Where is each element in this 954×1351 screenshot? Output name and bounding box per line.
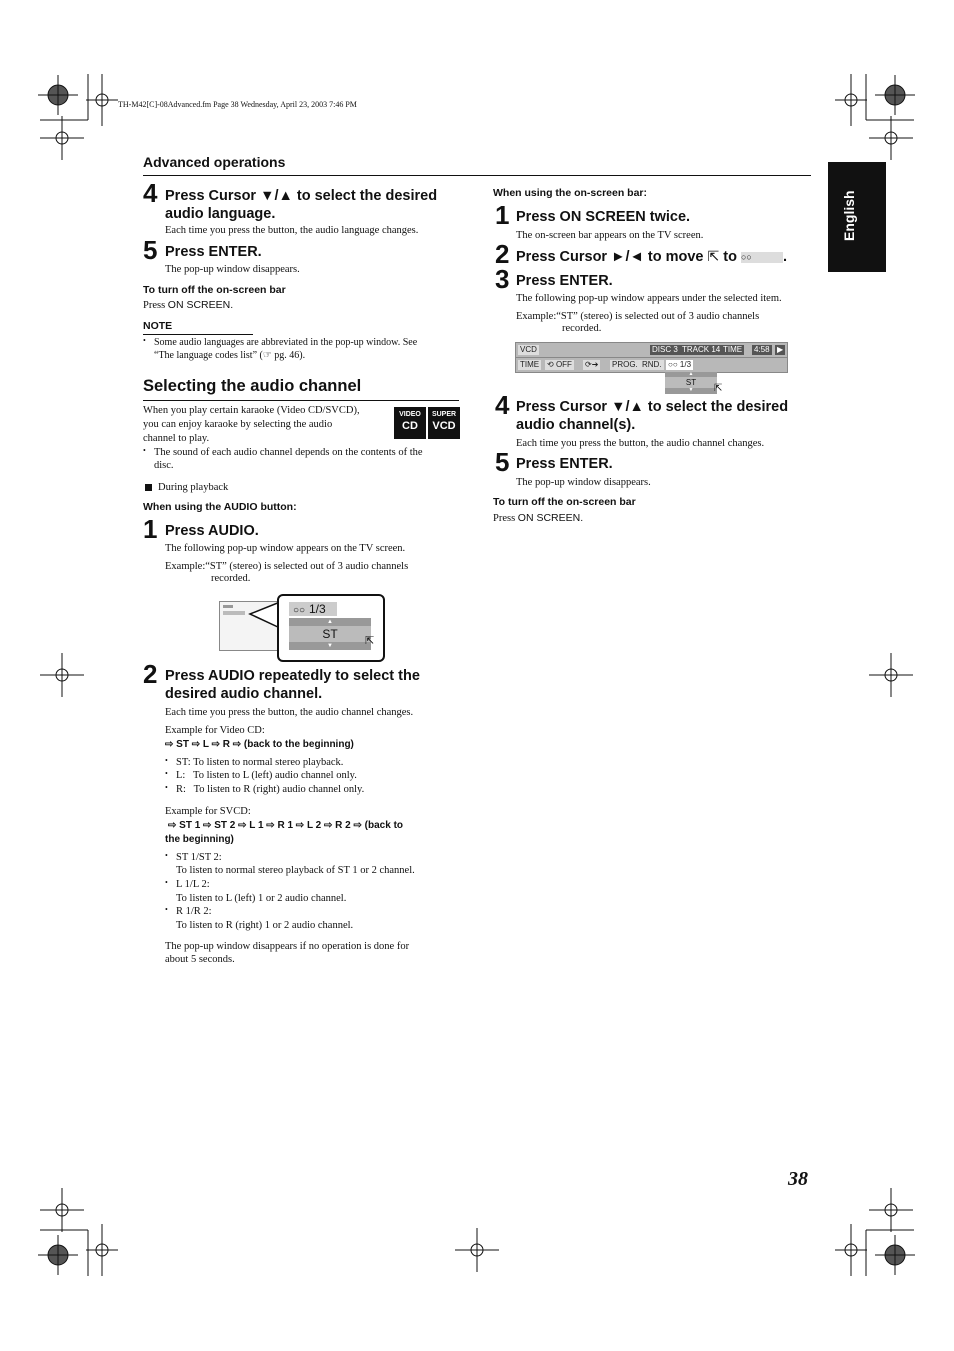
turn-off-heading: To turn off the on-screen bar [143,284,286,296]
video-cd-badge-bottom: CD [402,420,418,432]
bar-turn-off-heading: To turn off the on-screen bar [493,496,636,508]
svcd-sequence-line1: ⇨ ST 1 ⇨ ST 2 ⇨ L 1 ⇨ R 1 ⇨ L 2 ⇨ R 2 ⇨ (back to [168,820,404,831]
bar-step-2-number: 2 [495,239,510,269]
audio-step-1-example-line2: recorded. [211,573,251,584]
intro-line3: channel to play. [143,433,210,444]
audio-step-1-title: Press AUDIO. [165,523,259,539]
osd-prog: PROG. [612,360,638,369]
file-header: TH-M42[C]-08Advanced.fm Page 38 Wednesday, April 23, 2003 7:46 PM [118,100,357,109]
vcd-bullet-2-dot: • [165,769,168,778]
audio-channel-icon: ○○ [668,360,678,369]
vcd-bullet-2: L: To listen to L (left) audio channel only. [176,770,357,781]
bar-step-2-title-b: to [723,249,737,265]
vcd-bullet-3-dot: • [165,783,168,792]
note-heading: NOTE [143,320,173,332]
bar-turn-off-press: Press [493,513,516,524]
osd-cursor-icon: ⇱ [714,383,723,394]
video-cd-badge-top: VIDEO [399,411,421,418]
repeat-icon: ⟲ [547,360,554,369]
running-head-rule [143,175,811,176]
osd-time-value: 4:58 [754,345,770,354]
turn-off-key: ON SCREEN. [167,299,234,311]
bar-step-5-desc: The pop-up window disappears. [516,477,651,488]
audio-channel-icon: ○○ [292,605,306,616]
bar-step-4-title-line1: Press Cursor ▼/▲ to select the desired [516,399,789,415]
cursor-arrow-icon: ⇱ [707,248,720,264]
step-4-desc: Each time you press the button, the audio language changes. [165,225,419,236]
closing-line1: The pop-up window disappears if no operation is done for [165,941,410,952]
note-line2: “The language codes list” (☞ pg. 46). [154,350,306,361]
bar-step-5-title: Press ENTER. [516,456,613,472]
svcd-bullet-3-head: R 1/R 2: [176,906,212,917]
bar-step-2-title-c: . [782,249,787,265]
audio-step-1-example-line1: Example:“ST” (stereo) is selected out of 3 audio channels [165,561,409,572]
section-title: Selecting the audio channel [143,377,362,395]
note-bullet: • [143,336,146,345]
audio-step-2-number: 2 [143,659,158,689]
step-4-title-line2: audio language. [165,206,276,222]
popup-down-arrow: ▼ [289,642,371,650]
super-vcd-badge [428,407,460,439]
during-playback: During playback [158,482,229,493]
svcd-bullet-2-text: To listen to L (left) 1 or 2 audio channel. [176,893,347,904]
svcd-bullet-2-head: L 1/L 2: [176,879,210,890]
osd-track: TRACK 14 [682,345,721,354]
osd-play-icon: ▶ [777,345,784,354]
audio-step-2-title-line1: Press AUDIO repeatedly to select the [165,668,420,684]
bar-step-3-desc: The following pop-up window appears under the selected item. [516,293,782,304]
osd-time-button: TIME [520,360,540,369]
onscreen-bar-bottom-row [515,357,788,373]
intro-line2: you can enjoy karaoke by selecting the audio [143,419,333,430]
super-vcd-badge-top: SUPER [431,411,457,418]
audio-step-1-desc: The following pop-up window appears on the TV screen. [165,543,406,554]
bar-step-1-title: Press ON SCREEN twice. [516,209,691,225]
bar-step-4-title-line2: audio channel(s). [516,417,636,433]
bar-step-1-number: 1 [495,200,510,230]
turn-off-text [143,299,233,313]
step-5-desc: The pop-up window disappears. [165,264,300,275]
osd-rnd: RND. [642,360,662,369]
svcd-example-heading: Example for SVCD: [165,806,251,817]
svcd-bullet-1-head: ST 1/ST 2: [176,852,222,863]
square-bullet-icon [145,484,152,491]
svcd-sequence-line2: the beginning) [165,834,234,845]
bar-step-2-title-a: Press Cursor ►/◄ to move [516,249,704,265]
super-vcd-badge-bottom: VCD [432,420,456,432]
intro-bullet: • [143,446,146,455]
vcd-bullet-1-dot: • [165,756,168,765]
video-cd-badge [394,407,426,439]
note-line1: Some audio languages are abbreviated in the pop-up window. See [154,337,418,348]
audio-item-icon: ○○ [741,252,783,263]
section-title-rule [143,400,459,401]
svcd-bullet-1-text: To listen to normal stereo playback of ST 1 or 2 channel. [176,865,415,876]
note-block [143,320,458,335]
onscreen-bar-top-row [515,342,788,358]
osd-repeat-value: OFF [555,360,572,369]
svcd-bullet-1-dot: • [165,851,168,860]
bar-step-3-example-line1: Example:“ST” (stereo) is selected out of 3 audio channels [516,311,760,322]
onscreen-bar-heading: When using the on-screen bar: [493,187,648,199]
side-tab-label: English [841,190,857,241]
osd-audio [666,360,693,370]
intro-line1: When you play certain karaoke (Video CD/SVCD), [143,405,360,416]
bar-step-2-title [516,247,787,266]
bar-step-3-number: 3 [495,264,510,294]
bar-turn-off-text [493,512,583,526]
osd-disc: DISC 3 [652,345,678,354]
vcd-bullet-3: R: To listen to R (right) audio channel only. [176,784,365,795]
osd-audio-popup-value: ST [665,377,717,388]
cursor-icon: ⇱ [365,635,375,647]
bar-step-4-number: 4 [495,390,510,420]
osd-time-label: TIME [723,345,743,354]
osd-audio-popup: ▲ ST ▼ [665,372,717,394]
bar-step-4-desc: Each time you press the button, the audio channel changes. [516,438,765,449]
bar-step-5-number: 5 [495,447,510,477]
vcd-bullet-1: ST: To listen to normal stereo playback. [176,757,344,768]
svcd-bullet-3-text: To listen to R (right) 1 or 2 audio channel. [176,920,354,931]
audio-step-2-desc: Each time you press the button, the audio channel changes. [165,707,414,718]
osd-audio-value: 1/3 [679,360,692,369]
vcd-sequence: ⇨ ST ⇨ L ⇨ R ⇨ (back to the beginning) [165,739,354,750]
bar-turn-off-key: ON SCREEN. [517,512,584,524]
osd-mode: VCD [520,345,537,354]
audio-button-heading: When using the AUDIO button: [143,501,297,513]
running-head: Advanced operations [143,154,286,170]
osd-repeat [545,360,574,370]
audio-popup-window [277,594,385,662]
popup-channel-row [289,602,337,616]
popup-up-arrow: ▲ [289,618,371,626]
svcd-bullet-2-dot: • [165,878,168,887]
bar-step-3-example-line2: recorded. [562,323,602,334]
svcd-bullet-3-dot: • [165,905,168,914]
popup-channel-value: 1/3 [309,602,326,616]
step-5-number: 5 [143,235,158,265]
step-4-number: 4 [143,178,158,208]
intro-bullet-line1: The sound of each audio channel depends on the contents of the [154,447,423,458]
vcd-example-heading: Example for Video CD: [165,725,265,736]
popup-value-row: ST [289,626,371,642]
language-side-tab [828,162,886,272]
page-number: 38 [788,1168,808,1190]
intro-bullet-line2: disc. [154,460,174,471]
step-5-title: Press ENTER. [165,244,262,260]
turn-off-press: Press [143,300,166,311]
bar-step-3-title: Press ENTER. [516,273,613,289]
step-4-title-line1: Press Cursor ▼/▲ to select the desired [165,188,438,204]
bar-step-1-desc: The on-screen bar appears on the TV screen. [516,230,704,241]
audio-step-1-number: 1 [143,514,158,544]
closing-line2: about 5 seconds. [165,954,235,965]
audio-step-2-title-line2: desired audio channel. [165,686,323,702]
osd-ab-repeat-icon: ⟳➔ [585,360,599,369]
